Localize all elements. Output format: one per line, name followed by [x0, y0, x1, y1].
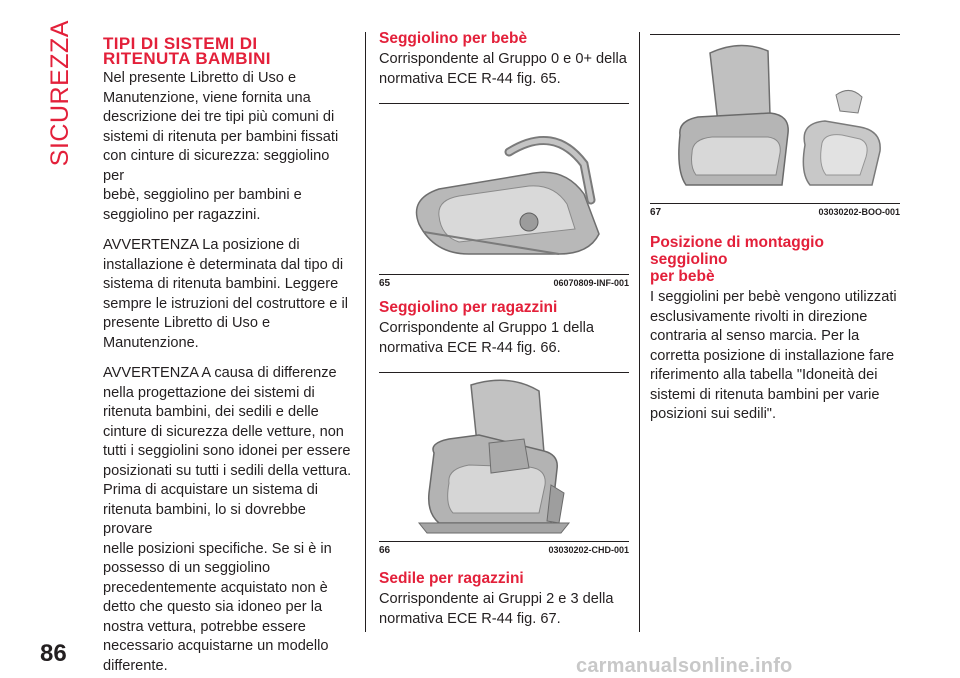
column-2 — [379, 30, 629, 629]
main-title-line-1: TIPI DI SISTEMI DI — [103, 34, 258, 53]
figure-66-number: 66 — [379, 545, 391, 556]
column-divider-1 — [365, 32, 366, 632]
page-number: 86 — [40, 640, 67, 667]
booster-seat-illustration — [650, 35, 900, 203]
infant-mounting-text: I seggiolini per bebè vengono utilizzati esclusivamente rivolti in direzione contraria al senso marcia. Per la corretta posizione di installazione fare riferimento alla tabella "Idoneità dei sistemi di ritenuta bambini per varie posizioni sui sedili". — [650, 289, 897, 422]
section-title-infant-seat: Seggiolino per bebè — [379, 30, 528, 47]
section-tab — [40, 16, 80, 166]
main-title — [103, 36, 353, 66]
figure-67 — [650, 34, 900, 204]
booster-seat-text: Corrispondente ai Gruppi 2 e 3 della normativa ECE R-44 fig. 67. — [379, 591, 614, 627]
figure-65-number: 65 — [379, 278, 391, 289]
figure-65-caption — [379, 275, 629, 289]
figure-67-code: 03030202-BOO-001 — [818, 207, 900, 217]
section-title-child-seat: Seggiolino per ragazzini — [379, 299, 558, 316]
watermark: carmanualsonline.info — [576, 655, 793, 677]
figure-67-number: 67 — [650, 207, 662, 218]
figure-66-caption — [379, 542, 629, 556]
figure-65 — [379, 103, 629, 275]
figure-65-code: 06070809-INF-001 — [553, 278, 629, 288]
child-seat-illustration — [379, 373, 629, 541]
warning-paragraph-2: AVVERTENZA A causa di differenze nella progettazione dei sistemi di ritenuta bambini, dei sedili e delle cinture di sicurezza delle vetture, non tutti i seggiolini sono idonei per essere posizionati su tutti i sedili della vettura. Prima di acquistare un sistema di ritenuta bambini, lo si dovrebbe provare nelle posizioni specifiche. Se si è in possesso di un seggiolino precedentemente acquistato non è detto che questo sia idoneo per la nostra vettura, potrebbe essere necessario acquistarne un modello differente. — [103, 365, 352, 674]
section-title-infant-mounting: Posizione di montaggio seggiolino per bebè — [650, 234, 824, 285]
column-divider-2 — [639, 32, 640, 632]
section-title-booster-seat: Sedile per ragazzini — [379, 570, 524, 587]
column-3 — [650, 30, 900, 425]
figure-66-code: 03030202-CHD-001 — [548, 545, 629, 555]
figure-66 — [379, 372, 629, 542]
infant-carrier-illustration — [379, 104, 629, 274]
warning-paragraph-1: AVVERTENZA La posizione di installazione è determinata dal tipo di sistema di ritenuta bambini. Leggere sempre le istruzioni del costruttore e il presente Libretto di Uso e Manutenzione. — [103, 237, 348, 351]
intro-paragraph: Nel presente Libretto di Uso e Manutenzione, viene fornita una descrizione dei tre tipi più comuni di sistemi di ritenuta per bambini fissati con cinture di sicurezza: seggiolino per bebè, seggiolino per bambini e seggiolino per ragazzini. — [103, 70, 339, 223]
figure-67-caption — [650, 204, 900, 218]
section-tab-label: SICUREZZA — [45, 19, 74, 166]
infant-seat-text: Corrispondente al Gruppo 0 e 0+ della normativa ECE R-44 fig. 65. — [379, 51, 627, 87]
column-1 — [103, 36, 353, 676]
main-title-line-2: RITENUTA BAMBINI — [103, 49, 271, 68]
child-seat-text: Corrispondente al Gruppo 1 della normativa ECE R-44 fig. 66. — [379, 320, 594, 356]
